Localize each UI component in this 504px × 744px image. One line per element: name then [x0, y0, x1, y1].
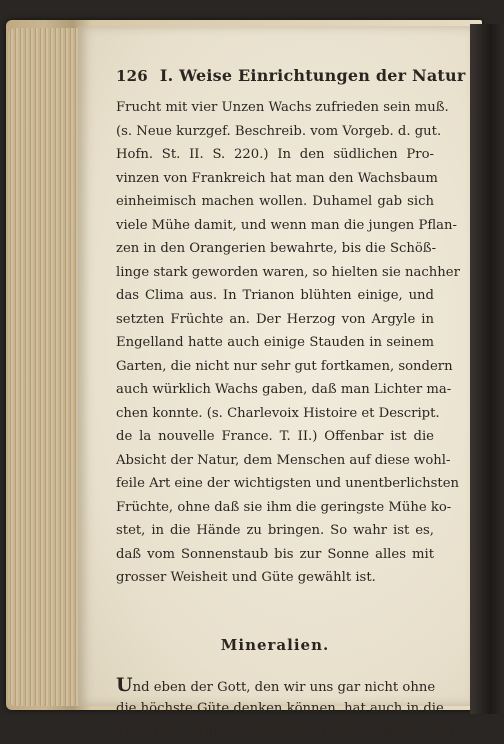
text-line: zen in den Orangerien bewahrte, bis die Schöß-: [116, 237, 434, 261]
text-line: Garten, die nicht nur sehr gut fortkamen, sondern: [116, 355, 434, 379]
section-heading: Mineralien.: [116, 634, 434, 656]
text-line: das Clima aus. In Trianon blühten einige, und: [116, 284, 434, 308]
text-line: Früchte, ohne daß sie ihm die geringste Mühe ko-: [116, 496, 434, 520]
paragraph: [116, 96, 434, 590]
text-line: setzten Früchte an. Der Herzog von Argyle in: [116, 308, 434, 332]
text-line: (s. Neue kurzgef. Beschreib. vom Vorgeb. d. gut.: [116, 120, 434, 144]
running-title: I. Weise Einrichtungen der Natur: [160, 66, 466, 85]
page-number: 126: [116, 67, 148, 85]
text-line: Frucht mit vier Unzen Wachs zufrieden sein muß.: [116, 96, 434, 120]
text-line: auch würklich Wachs gaben, daß man Lichter ma-: [116, 378, 434, 402]
page-edges: [8, 28, 78, 706]
first-line-text: nd eben der Gott, den wir uns gar nicht ohne: [133, 680, 436, 695]
text-line: grosser Weisheit und Güte gewählt ist.: [116, 566, 434, 590]
text-line: Absicht der Natur, dem Menschen auf diese wohl-: [116, 449, 434, 473]
text-line: Hofn. St. II. S. 220.) In den südlichen Pro-: [116, 143, 434, 167]
text-line: vinzen von Frankreich hat man den Wachsbaum: [116, 167, 434, 191]
text-line: die höchste Güte denken können, hat auch in die: [116, 697, 434, 721]
section-paragraph: [116, 674, 434, 744]
text-line: viele Mühe damit, und wenn man die jungen Pflan-: [116, 214, 434, 238]
text-line: feile Art eine der wichtigsten und unentberlichsten: [116, 472, 434, 496]
running-head: [116, 66, 434, 92]
text-line: daß vom Sonnenstaub bis zur Sonne alles mit: [116, 543, 434, 567]
text-line: [116, 674, 434, 698]
text-line: Tiefen der Erde unermeßliche Schätze gelegt. Von: [116, 721, 434, 744]
text-line: chen konnte. (s. Charlevoix Histoire et Descript.: [116, 402, 434, 426]
text-line: de la nouvelle France. T. II.) Offenbar ist die: [116, 425, 434, 449]
initial-letter: U: [116, 674, 133, 696]
text-line: einheimisch machen wollen. Duhamel gab sich: [116, 190, 434, 214]
text-line: Engelland hatte auch einige Stauden in seinem: [116, 331, 434, 355]
text-line: stet, in die Hände zu bringen. So wahr ist es,: [116, 519, 434, 543]
book-gutter: [470, 24, 504, 714]
text-line: linge stark geworden waren, so hielten sie nachher: [116, 261, 434, 285]
page-content: [116, 66, 434, 744]
